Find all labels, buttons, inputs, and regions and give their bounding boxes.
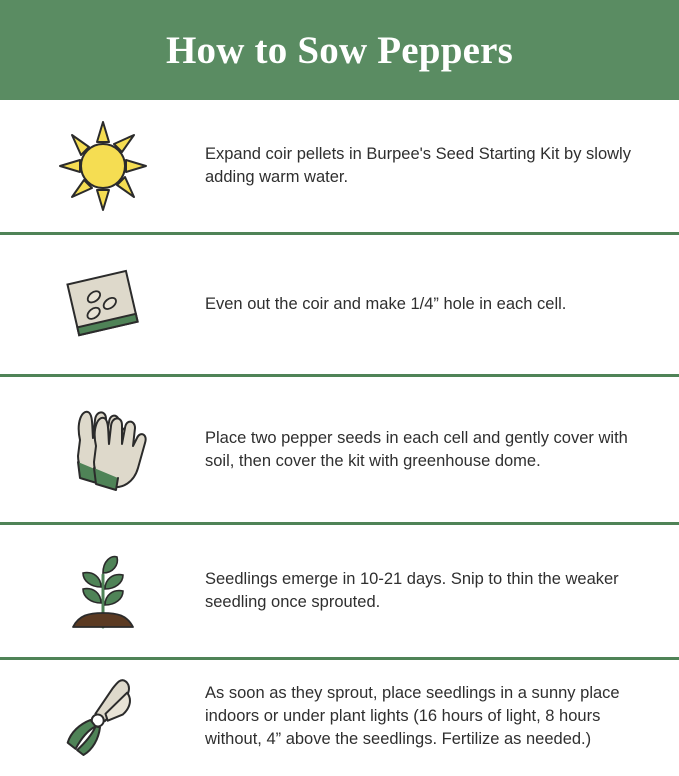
step-icon-cell [0, 265, 205, 345]
step-icon-cell [0, 120, 205, 212]
step-description: Expand coir pellets in Burpee's Seed Starting Kit by slowly adding warm water. [205, 145, 631, 186]
step-icon-cell [0, 669, 205, 765]
step-icon-cell [0, 400, 205, 500]
step-description: Seedlings emerge in 10-21 days. Snip to thin the weaker seedling once sprouted. [205, 570, 619, 611]
sun-icon [58, 120, 148, 212]
step-icon-cell [0, 543, 205, 639]
list-item [0, 100, 679, 235]
steps-list [0, 100, 679, 773]
page-title: How to Sow Peppers [165, 28, 513, 72]
step-description: Place two pepper seeds in each cell and gently cover with soil, then cover the kit with greenhouse dome. [205, 428, 628, 470]
step-text-cell [205, 143, 667, 189]
step-text-cell [205, 682, 667, 751]
step-description: Even out the coir and make 1/4” hole in each cell. [205, 295, 567, 313]
header-banner [0, 0, 679, 100]
seed-packet-icon [55, 265, 151, 345]
list-item [0, 660, 679, 773]
pruning-shears-icon [49, 669, 157, 765]
garden-gloves-icon [56, 400, 150, 500]
list-item [0, 525, 679, 660]
list-item [0, 377, 679, 525]
step-description: As soon as they sprout, place seedlings in a sunny place indoors or under plant lights (16 hours of light, 8 hours without, 4” above the seedlings. Fertilize as needed.) [205, 684, 620, 748]
step-text-cell [205, 293, 667, 316]
step-text-cell [205, 568, 667, 614]
seedling-sprout-icon [55, 543, 151, 639]
list-item [0, 235, 679, 377]
step-text-cell [205, 427, 667, 473]
